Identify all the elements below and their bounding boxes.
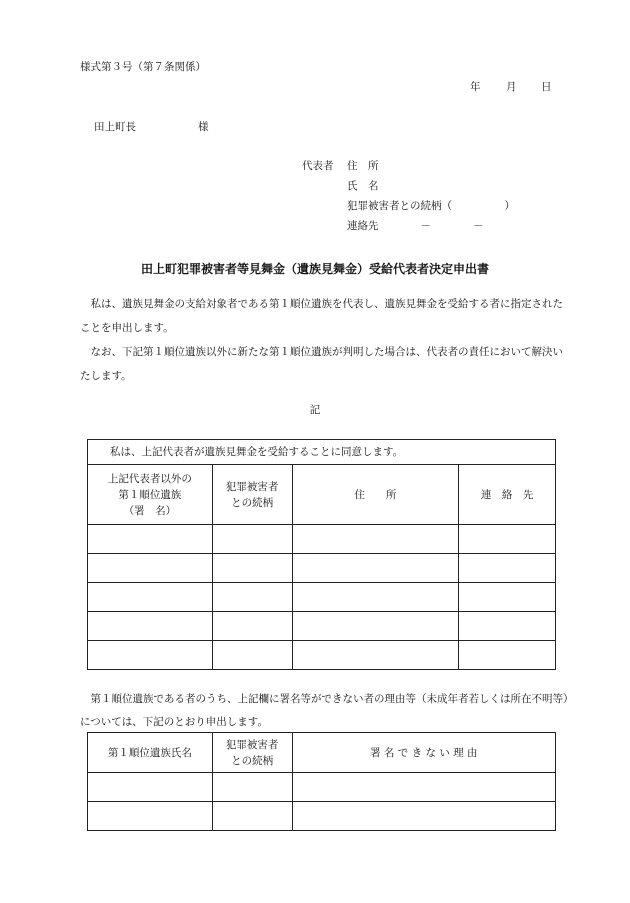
contact-cell[interactable] [459,525,556,554]
address-cell[interactable] [292,641,459,670]
header-other-heirs-line1: 上記代表者以外の [107,472,192,485]
relation-cell[interactable] [212,583,292,612]
relation-cell[interactable] [212,525,292,554]
address-cell[interactable] [292,583,459,612]
table-row [88,583,556,612]
body-paragraph-2: なお、下記第１順位遺族以外に新たな第１順位遺族が判明した場合は、代表者の責任において解決いたします。 [80,346,563,382]
relation-cell[interactable] [212,773,292,802]
signature-cell[interactable] [88,554,213,583]
signature-cell[interactable] [88,583,213,612]
representative-contact: 連絡先 － － [347,220,484,232]
contact-cell[interactable] [459,641,556,670]
contact-cell[interactable] [459,612,556,641]
table-row [88,641,556,670]
addressee-name: 田上町長 [94,121,136,133]
header-relation [212,465,292,525]
table-row [88,773,556,802]
date-month: 月 [506,81,517,93]
address-cell[interactable] [292,554,459,583]
address-cell[interactable] [292,525,459,554]
relation-cell[interactable] [212,802,292,831]
relation-cell[interactable] [212,641,292,670]
document-title: 田上町犯罪被害者等見舞金（遺族見舞金）受給代表者決定申出書 [140,262,489,276]
header-other-heirs-line2: 第１順位遺族 [118,488,182,501]
consent-table [87,439,556,670]
heir-name-cell[interactable] [88,802,213,831]
header-contact: 連 絡 先 [459,465,556,525]
relation-cell[interactable] [212,612,292,641]
heir-name-cell[interactable] [88,773,213,802]
header-relation-2-line1: 犯罪被害者 [225,738,279,751]
date-line [0,80,630,94]
header-address: 住 所 [292,465,459,525]
representative-name: 氏 名 [347,180,379,192]
signature-cell[interactable] [88,525,213,554]
contact-cell[interactable] [459,583,556,612]
ki-label: 記 [309,404,321,416]
unable-to-sign-table [87,732,556,831]
table-row [88,554,556,583]
body-paragraph-1: 私は、遺族見舞金の支給対象者である第１順位遺族を代表し、遺族見舞金を受給する者に指定されたことを申出します。 [80,298,563,334]
relation-cell[interactable] [212,554,292,583]
table-row [88,802,556,831]
addressee [94,120,209,134]
consent-text: 私は、上記代表者が遺族見舞金を受給することに同意します。 [88,440,556,465]
reason-cell[interactable] [292,802,555,831]
representative-label: 代表者 [302,160,334,172]
date-day: 日 [541,81,552,93]
signature-cell[interactable] [88,641,213,670]
unable-to-sign-note: 第１順位遺族である者のうち、上記欄に署名等ができない者の理由等（未成年者若しくは所在不明等）については、下記のとおり申出します。 [80,693,569,728]
reason-cell[interactable] [292,773,555,802]
contact-cell[interactable] [459,554,556,583]
table-row [88,612,556,641]
signature-cell[interactable] [88,612,213,641]
table-row [88,525,556,554]
representative-address: 住 所 [347,160,379,172]
form-number: 様式第３号（第７条関係） [80,61,206,73]
header-other-heirs [88,465,213,525]
header-relation-2 [212,733,292,773]
header-reason: 署 名 で き な い 理 由 [292,733,555,773]
header-relation-line2: との続柄 [231,496,274,509]
header-relation-line1: 犯罪被害者 [225,480,279,493]
header-heir-name: 第１順位遺族氏名 [88,733,213,773]
header-other-heirs-line3: （署 名） [123,504,177,517]
addressee-honorific: 様 [198,121,209,133]
address-cell[interactable] [292,612,459,641]
date-year: 年 [470,81,481,93]
representative-relation: 犯罪被害者との続柄（ ） [347,200,515,212]
header-relation-2-line2: との続柄 [231,754,274,767]
